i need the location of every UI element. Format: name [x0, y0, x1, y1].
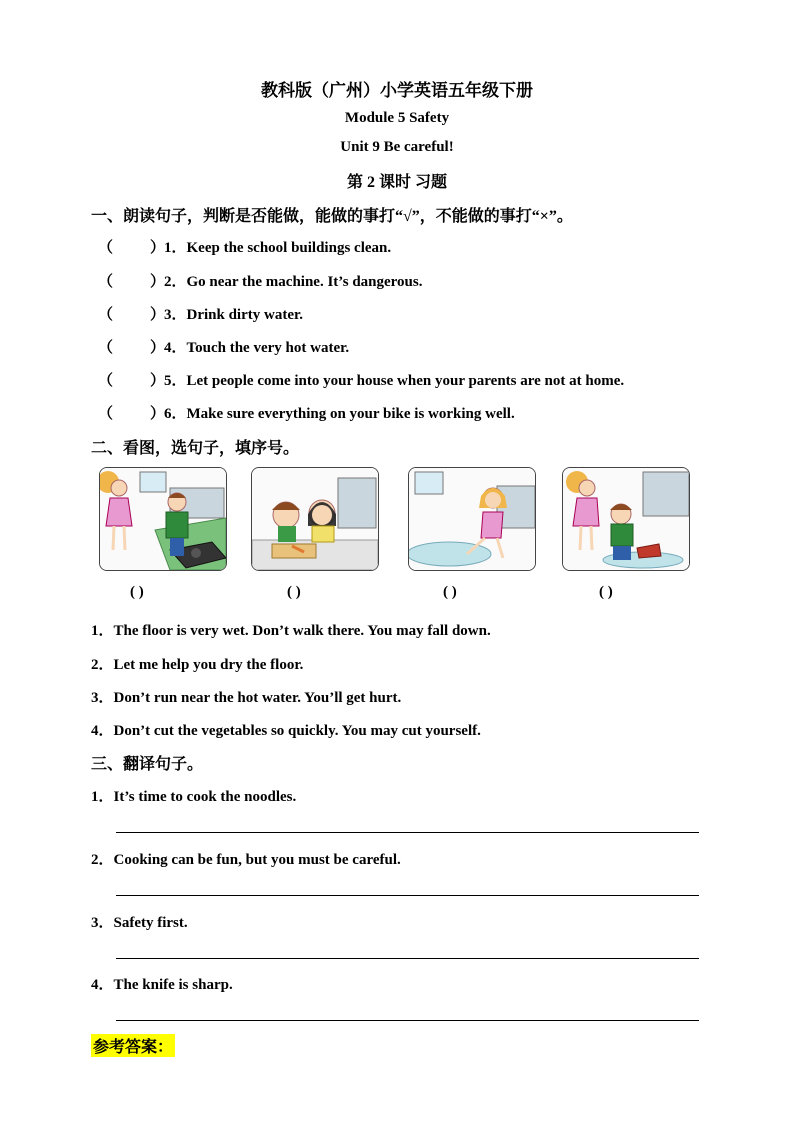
answer-paren-open: （ — [98, 406, 114, 422]
picture-answer-paren: ( ) — [599, 584, 613, 600]
kitchen-stove-scene-icon — [99, 467, 227, 571]
choice-sentence: 4．Don’t cut the vegetables so quickly. You may cut yourself. — [91, 723, 481, 739]
translate-sentence: 3．Safety first. — [91, 915, 188, 931]
judge-item-text: 1．Keep the school buildings clean. — [164, 240, 392, 256]
answer-line — [116, 1020, 699, 1021]
translate-sentence: 1．It’s time to cook the noodles. — [91, 789, 297, 805]
answer-paren-open: （ — [98, 240, 114, 256]
judge-item-text: 6．Make sure everything on your bike is working well. — [164, 406, 515, 422]
wet-floor-scene-icon — [408, 467, 536, 571]
answer-paren-close: ） — [150, 340, 166, 356]
translate-sentence: 2．Cooking can be fun, but you must be careful. — [91, 852, 401, 868]
answer-line — [116, 832, 699, 833]
judge-item — [98, 336, 349, 357]
judge-item-text: 2．Go near the machine. It’s dangerous. — [164, 274, 423, 290]
judge-item-text: 5．Let people come into your house when your parents are not at home. — [164, 373, 625, 389]
picture-answer-paren: ( ) — [443, 584, 457, 600]
picture-answer-paren: ( ) — [130, 584, 144, 600]
lesson-title: 第 2 课时 习题 — [346, 174, 447, 191]
cutting-vegetables-scene-icon — [251, 467, 379, 571]
judge-item — [98, 236, 391, 257]
worksheet-title: 教科版（广州）小学英语五年级下册 — [261, 81, 533, 100]
judge-item — [98, 402, 515, 423]
choice-sentence: 2．Let me help you dry the floor. — [91, 657, 304, 673]
answer-paren-close: ） — [150, 373, 166, 389]
picture-answer-paren: ( ) — [287, 584, 301, 600]
translate-sentence: 4．The knife is sharp. — [91, 977, 233, 993]
section3-heading: 三、翻译句子。 — [91, 756, 204, 773]
answer-paren-close: ） — [150, 240, 166, 256]
picture-row — [99, 467, 699, 571]
answer-paren-close: ） — [150, 406, 166, 422]
section2-heading: 二、看图，选句子，填序号。 — [91, 440, 300, 457]
unit-title: Unit 9 Be careful! — [340, 139, 454, 155]
drying-floor-scene-icon — [562, 467, 690, 571]
answer-key-label: 参考答案： — [91, 1034, 175, 1057]
answer-paren-open: （ — [98, 340, 114, 356]
judge-item-text: 4．Touch the very hot water. — [164, 340, 350, 356]
answer-paren-open: （ — [98, 274, 114, 290]
judge-item — [98, 270, 422, 291]
answer-paren-close: ） — [150, 307, 166, 323]
answer-paren-close: ） — [150, 274, 166, 290]
judge-item — [98, 369, 624, 390]
answer-line — [116, 958, 699, 959]
choice-sentence: 3．Don’t run near the hot water. You’ll get hurt. — [91, 690, 402, 706]
judge-item-text: 3．Drink dirty water. — [164, 307, 304, 323]
answer-line — [116, 895, 699, 896]
section1-heading: 一、朗读句子，判断是否能做，能做的事打“√”，不能做的事打“×”。 — [91, 208, 573, 225]
judge-item — [98, 303, 303, 324]
choice-sentence: 1．The floor is very wet. Don’t walk there. You may fall down. — [91, 623, 491, 639]
module-title: Module 5 Safety — [344, 110, 450, 126]
answer-paren-open: （ — [98, 307, 114, 323]
answer-paren-open: （ — [98, 373, 114, 389]
